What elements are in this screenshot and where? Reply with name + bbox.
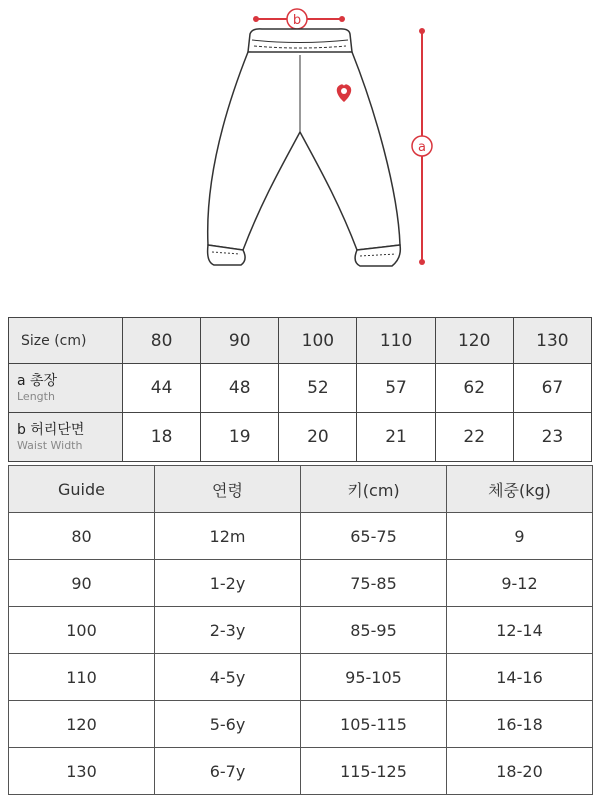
table-cell: 5-6y — [155, 701, 301, 748]
size-table — [8, 317, 592, 462]
table-cell: 115-125 — [301, 748, 447, 795]
table-row — [9, 748, 593, 795]
table-cell: 22 — [435, 413, 513, 462]
table-cell: 80 — [9, 513, 155, 560]
table-cell: 12m — [155, 513, 301, 560]
size-header-cell: 100 — [279, 318, 357, 364]
table-cell: 23 — [513, 413, 591, 462]
label-a: a — [418, 140, 426, 155]
size-header-cell: 120 — [435, 318, 513, 364]
table-cell: 6-7y — [155, 748, 301, 795]
table-row — [9, 654, 593, 701]
table-cell: 57 — [357, 364, 435, 413]
row-label-main: a 총장 — [17, 373, 58, 389]
table-cell: 75-85 — [301, 560, 447, 607]
table-cell: 9 — [447, 513, 593, 560]
table-cell: 105-115 — [301, 701, 447, 748]
row-label-sub: Waist Width — [17, 439, 83, 452]
table-cell: 21 — [357, 413, 435, 462]
size-header-cell: 90 — [201, 318, 279, 364]
row-label-main: b 허리단면 — [17, 422, 85, 438]
size-header-cell: 130 — [513, 318, 591, 364]
table-cell: 100 — [9, 607, 155, 654]
size-table-row-length — [9, 364, 592, 413]
table-cell: 18-20 — [447, 748, 593, 795]
table-cell: 1-2y — [155, 560, 301, 607]
table-cell: 12-14 — [447, 607, 593, 654]
pants-outline — [208, 29, 401, 266]
table-cell: 14-16 — [447, 654, 593, 701]
size-table-row-waist — [9, 413, 592, 462]
table-cell: 95-105 — [301, 654, 447, 701]
row-label-waist — [9, 413, 123, 462]
table-cell: 9-12 — [447, 560, 593, 607]
guide-header-cell: 연령 — [155, 466, 301, 513]
size-header-cell: 80 — [123, 318, 201, 364]
waist-measure-line — [253, 9, 345, 29]
guide-header-cell: 체중(kg) — [447, 466, 593, 513]
table-cell: 110 — [9, 654, 155, 701]
table-cell: 130 — [9, 748, 155, 795]
table-row — [9, 701, 593, 748]
table-cell: 65-75 — [301, 513, 447, 560]
table-cell: 4-5y — [155, 654, 301, 701]
guide-table — [8, 465, 593, 795]
table-cell: 62 — [435, 364, 513, 413]
table-cell: 20 — [279, 413, 357, 462]
row-label-sub: Length — [17, 390, 55, 403]
table-cell: 19 — [201, 413, 279, 462]
size-header-label: Size (cm) — [9, 318, 123, 364]
table-row — [9, 560, 593, 607]
guide-table-header-row — [9, 466, 593, 513]
guide-header-cell: 키(cm) — [301, 466, 447, 513]
table-cell: 18 — [123, 413, 201, 462]
size-header-cell: 110 — [357, 318, 435, 364]
table-cell: 52 — [279, 364, 357, 413]
table-row — [9, 513, 593, 560]
table-cell: 48 — [201, 364, 279, 413]
table-cell: 120 — [9, 701, 155, 748]
table-cell: 2-3y — [155, 607, 301, 654]
size-table-header-row — [9, 318, 592, 364]
length-measure-line — [412, 28, 432, 265]
table-cell: 85-95 — [301, 607, 447, 654]
guide-header-cell: Guide — [9, 466, 155, 513]
table-cell: 16-18 — [447, 701, 593, 748]
table-cell: 67 — [513, 364, 591, 413]
table-cell: 90 — [9, 560, 155, 607]
row-label-length — [9, 364, 123, 413]
table-cell: 44 — [123, 364, 201, 413]
table-row — [9, 607, 593, 654]
label-b: b — [292, 13, 302, 28]
pants-diagram — [0, 0, 600, 300]
